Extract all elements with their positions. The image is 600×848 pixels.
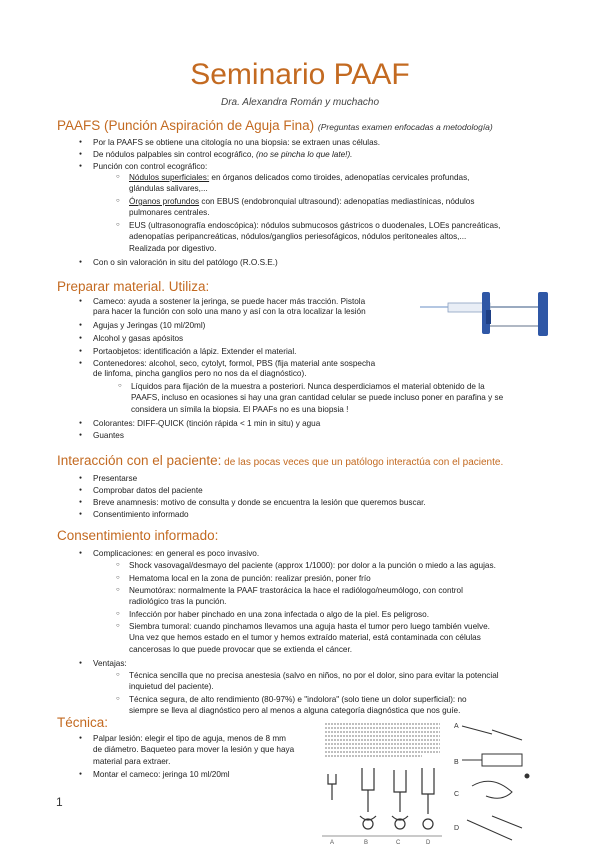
bullet-item xyxy=(93,149,352,160)
figure-label: D xyxy=(426,840,431,846)
bullet-item: ● Palpar lesión: elegir el tipo de aguja, menos de 8 mm xyxy=(93,733,315,744)
bullet-continuation: material para extraer. xyxy=(93,757,171,766)
sub-bullet-continuation: glándulas salivares,... xyxy=(129,184,208,193)
bullet-item: ● Montar el cameco: jeringa 10 ml/20ml xyxy=(93,769,230,780)
section-heading-material: Preparar material. Utiliza: xyxy=(57,279,210,294)
figure-label: B xyxy=(454,759,459,766)
bullet-item: ● Contenedores: alcohol, seco, cytolyt, formol, PBS (fija material ante sospecha xyxy=(93,358,375,369)
sub-bullet-item: ○ Líquidos para fijación de la muestra a posteriori. Nunca desperdiciamos el material obtenido de la xyxy=(131,381,485,392)
cameco-rear-grip xyxy=(538,292,548,336)
page-number: 1 xyxy=(56,795,63,809)
sub-bullet-item: ○ Técnica segura, de alto rendimiento (80-97%) e "indolora" (solo tiene un dolor superficial): no xyxy=(129,694,467,705)
cameco-syringe-image xyxy=(420,290,553,338)
bullet-item: ● Colorantes: DIFF-QUICK (tinción rápida < 1 min in situ) y agua xyxy=(93,418,320,429)
sub-bullet-continuation: PAAFS, incluso en ocasiones si hay una gran cantidad celular se puede incluso poner en parafina y se xyxy=(131,393,504,402)
figure-label: C xyxy=(454,791,460,798)
sub-bullet-continuation: siempre se lleva al diagnóstico pero al menos a alguna categoría diagnóstica que nos guíe. xyxy=(129,706,461,715)
section-heading-paafs xyxy=(57,118,493,133)
bullet-item: ● Complicaciones: en general es poco invasivo. xyxy=(93,548,259,559)
bullet-item: ● Comprobar datos del paciente xyxy=(93,485,203,496)
sub-bullet-item: ○ Neumotórax: normalmente la PAAF trastorácica la hace el radiólogo/neumólogo, con control xyxy=(129,585,463,596)
bullet-continuation: de diámetro. Baqueteo para mover la lesión y que haya xyxy=(93,745,295,754)
bullet-item: ● Alcohol y gasas apósitos xyxy=(93,333,183,344)
section-heading-tecnica: Técnica: xyxy=(57,715,109,730)
sub-bullet-item: ○ Técnica sencilla que no precisa anestesia (salvo en niños, no por el dolor, sino para evitar la potencial xyxy=(129,670,499,681)
bullet-item: ● Con o sin valoración in situ del patólogo (R.O.S.E.) xyxy=(93,257,278,268)
figure-label: A xyxy=(330,840,335,846)
section-heading-consentimiento: Consentimiento informado: xyxy=(57,528,219,543)
bullet-item: ● Por la PAAFS se obtiene una citología no una biopsia: se extraen unas células. xyxy=(93,137,380,148)
sub-bullet-item xyxy=(129,172,469,183)
sub-bullet-continuation: considera un símila la biopsia. El PAAFs no es una biopsia ! xyxy=(131,405,349,414)
bullet-text-italic: (no se pincha lo que late!). xyxy=(255,150,353,159)
sub-bullet-item: ○ EUS (ultrasonografía endoscópica): nódulos submucosos gástricos o duodenales, LOEs pancreáticas, xyxy=(129,220,500,231)
figure-caption-block xyxy=(325,724,440,756)
sub-bullet-item xyxy=(129,196,474,207)
cameco-clamp xyxy=(486,310,491,324)
bullet-item: ● Guantes xyxy=(93,430,124,441)
bullet-continuation: de linfoma, pincha ganglios pero no nos da el diagnóstico). xyxy=(93,369,307,378)
bullet-item: ● Agujas y Jeringas (10 ml/20ml) xyxy=(93,320,205,331)
sub-bullet-continuation: pulmonares centrales. xyxy=(129,208,210,217)
bullet-item: ● Breve anamnesis: motivo de consulta y donde se encuentra la lesión que queremos buscar. xyxy=(93,497,426,508)
figure-label: D xyxy=(454,825,460,832)
sub-bullet-continuation: cancerosas lo que puede provocar que se extienda el cáncer. xyxy=(129,645,353,654)
document-title: Seminario PAAF xyxy=(190,58,410,91)
figure-label: B xyxy=(364,840,369,846)
document-author: Dra. Alexandra Román y muchacho xyxy=(220,97,380,108)
syringe-sequence-drawing xyxy=(322,768,442,836)
bullet-item: ● Consentimiento informado xyxy=(93,509,189,520)
section-heading-paciente xyxy=(57,453,503,468)
sub-bullet-label: Nódulos superficiales: xyxy=(129,173,210,182)
technique-panels xyxy=(462,726,529,840)
bullet-item: ● Portaobjetos: identificación a lápiz. Extender el material. xyxy=(93,346,296,357)
sub-bullet-item: ○ Hematoma local en la zona de punción: realizar presión, poner frío xyxy=(129,573,371,584)
sub-bullet-continuation: adenopatías peripancreáticas, nódulos/ganglios periesofágicos, nódulos peritoneales altos,... xyxy=(129,232,467,241)
bullet-item: ● Punción con control ecográfico: xyxy=(93,161,207,172)
bullet-item: ● Presentarse xyxy=(93,473,137,484)
sub-bullet-continuation: Una vez que hemos estado en el tumor y hemos extraído material, está contaminada con células xyxy=(129,633,481,642)
sub-bullet-item: ○ Siembra tumoral: cuando pinchamos llevamos una aguja hasta el tumor pero luego también vuelve. xyxy=(129,621,490,632)
bullet-item: ● Cameco: ayuda a sostener la jeringa, se puede hacer más tracción. Pistola xyxy=(93,296,365,307)
sub-bullet-text: con EBUS (endobronquial ultrasound): adenopatías mediastínicas, nódulos xyxy=(199,197,475,206)
bullet-item: ● Ventajas: xyxy=(93,658,127,669)
sub-bullet-item: ○ Infección por haber pinchado en una zona infectada o algo de la piel. Es peligroso. xyxy=(129,609,429,620)
sub-bullet-text: en órganos delicados como tiroides, adenopatías cervicales profundas, xyxy=(209,173,470,182)
section-heading-text: PAAFS (Punción Aspiración de Aguja Fina) xyxy=(57,118,315,133)
sub-bullet-label: Órganos profundos xyxy=(129,197,200,206)
sub-bullet-continuation: Realizada por digestivo. xyxy=(129,244,217,253)
section-heading-text: Interacción con el paciente: xyxy=(57,453,222,468)
tecnica-figure xyxy=(322,720,584,848)
figure-label: A xyxy=(454,723,459,730)
figure-label: C xyxy=(396,840,401,846)
sub-bullet-continuation: radiológico tras la punción. xyxy=(129,597,227,606)
sub-bullet-continuation: inquietud del paciente). xyxy=(129,682,214,691)
section-heading-note: (Preguntas examen enfocadas a metodología) xyxy=(317,122,493,132)
bullet-text: De nódulos palpables sin control ecográfico, xyxy=(93,150,256,159)
sub-bullet-item: ○ Shock vasovagal/desmayo del paciente (approx 1/1000): por dolor a la punción o miedo a las agujas. xyxy=(129,560,496,571)
bullet-continuation: para hacer la función con solo una mano y así con la otra localizar la lesión xyxy=(93,307,366,316)
section-heading-tail: de las pocas veces que un patólogo interactúa con el paciente. xyxy=(221,457,504,468)
